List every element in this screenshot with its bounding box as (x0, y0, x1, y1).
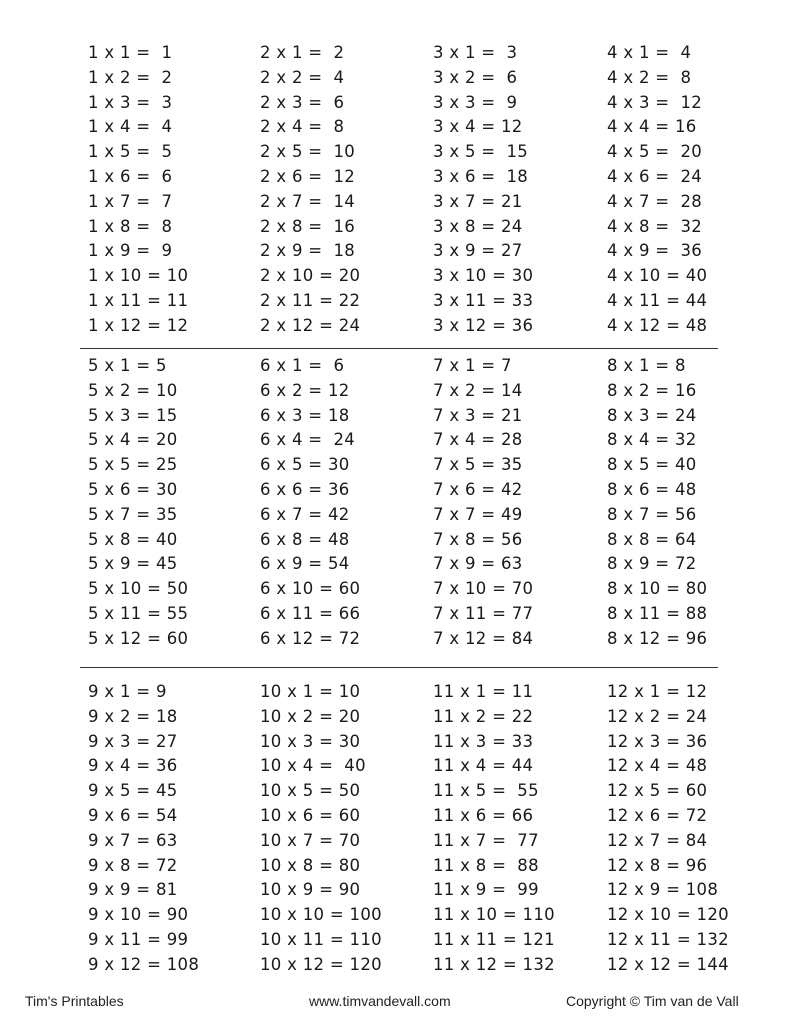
equation-row: 12 x 1 = 12 (607, 682, 708, 701)
equation-row: 5 x 1 = 5 (88, 356, 167, 375)
equation-row: 5 x 7 = 35 (88, 504, 178, 524)
equation-row: 1 x 9 = 9 (88, 241, 173, 261)
equation-row: 1 x 11 = 11 (88, 290, 189, 310)
equation-row: 1 x 6 = 6 (88, 166, 173, 186)
equation-row: 7 x 12 = 84 (433, 628, 534, 648)
equation-row: 12 x 8 = 96 (607, 855, 708, 875)
times-table-column (607, 680, 729, 978)
times-table-column (88, 354, 188, 652)
equation-row: 7 x 4 = 28 (433, 430, 523, 450)
equation-row: 9 x 7 = 63 (88, 830, 178, 850)
equation-row: 5 x 11 = 55 (88, 603, 189, 623)
equation-row: 2 x 11 = 22 (260, 290, 361, 310)
equation-row: 11 x 2 = 22 (433, 706, 534, 726)
equation-row: 8 x 4 = 32 (607, 430, 697, 450)
equation-row: 8 x 12 = 96 (607, 628, 708, 648)
equation-row: 1 x 10 = 10 (88, 266, 189, 286)
equation-row: 6 x 1 = 6 (260, 356, 345, 375)
equation-row: 9 x 10 = 90 (88, 905, 189, 925)
equation-row: 1 x 4 = 4 (88, 117, 173, 137)
equation-row: 7 x 10 = 70 (433, 579, 534, 599)
equation-row: 8 x 5 = 40 (607, 455, 697, 475)
times-table-column (607, 354, 707, 652)
equation-row: 2 x 2 = 4 (260, 67, 345, 87)
equation-row: 12 x 6 = 72 (607, 805, 708, 825)
equation-row: 4 x 8 = 32 (607, 216, 703, 236)
equation-row: 4 x 6 = 24 (607, 166, 703, 186)
equation-row: 3 x 4 = 12 (433, 117, 523, 137)
equation-row: 11 x 4 = 44 (433, 756, 534, 776)
equation-row: 8 x 8 = 64 (607, 529, 697, 549)
equation-row: 7 x 2 = 14 (433, 380, 523, 400)
equation-row: 1 x 8 = 8 (88, 216, 173, 236)
equation-row: 4 x 5 = 20 (607, 142, 703, 162)
equation-row: 7 x 1 = 7 (433, 356, 512, 375)
equation-row: 10 x 8 = 80 (260, 855, 361, 875)
equation-row: 12 x 3 = 36 (607, 731, 708, 751)
equation-row: 3 x 11 = 33 (433, 290, 534, 310)
equation-row: 11 x 11 = 121 (433, 929, 555, 949)
equation-row: 9 x 8 = 72 (88, 855, 178, 875)
equation-row: 6 x 6 = 36 (260, 479, 350, 499)
equation-row: 5 x 10 = 50 (88, 579, 189, 599)
equation-row: 7 x 7 = 49 (433, 504, 523, 524)
equation-row: 3 x 10 = 30 (433, 266, 534, 286)
equation-row: 10 x 5 = 50 (260, 781, 361, 801)
equation-row: 12 x 11 = 132 (607, 929, 729, 949)
equation-row: 7 x 9 = 63 (433, 554, 523, 574)
equation-row: 5 x 3 = 15 (88, 405, 178, 425)
equation-row: 3 x 8 = 24 (433, 216, 523, 236)
equation-row: 10 x 2 = 20 (260, 706, 361, 726)
footer-brand: Tim's Printables (25, 993, 124, 1009)
equation-row: 4 x 4 = 16 (607, 117, 697, 137)
equation-row: 9 x 9 = 81 (88, 880, 178, 900)
times-table-column (607, 41, 707, 339)
footer-copyright: Copyright © Tim van de Vall (566, 993, 739, 1009)
equation-row: 2 x 9 = 18 (260, 241, 356, 261)
times-table-column (433, 680, 555, 978)
equation-row: 3 x 2 = 6 (433, 67, 518, 87)
equation-row: 11 x 1 = 11 (433, 682, 534, 701)
equation-row: 8 x 2 = 16 (607, 380, 697, 400)
equation-row: 12 x 10 = 120 (607, 905, 729, 925)
equation-row: 11 x 3 = 33 (433, 731, 534, 751)
equation-row: 10 x 7 = 70 (260, 830, 361, 850)
equation-row: 6 x 8 = 48 (260, 529, 350, 549)
times-table-column (88, 680, 199, 978)
equation-row: 6 x 9 = 54 (260, 554, 350, 574)
times-table-column (88, 41, 188, 339)
equation-row: 2 x 4 = 8 (260, 117, 345, 137)
equation-row: 4 x 12 = 48 (607, 315, 708, 335)
equation-row: 8 x 11 = 88 (607, 603, 708, 623)
equation-row: 9 x 12 = 108 (88, 954, 200, 974)
equation-row: 8 x 9 = 72 (607, 554, 697, 574)
times-table-column (433, 354, 533, 652)
equation-row: 4 x 3 = 12 (607, 92, 703, 112)
equation-row: 10 x 11 = 110 (260, 929, 382, 949)
equation-row: 11 x 6 = 66 (433, 805, 534, 825)
equation-row: 4 x 1 = 4 (607, 43, 692, 62)
equation-row: 6 x 4 = 24 (260, 430, 356, 450)
equation-row: 10 x 9 = 90 (260, 880, 361, 900)
equation-row: 6 x 7 = 42 (260, 504, 350, 524)
equation-row: 7 x 8 = 56 (433, 529, 523, 549)
equation-row: 12 x 12 = 144 (607, 954, 729, 974)
equation-row: 6 x 3 = 18 (260, 405, 350, 425)
equation-row: 3 x 3 = 9 (433, 92, 518, 112)
equation-row: 3 x 12 = 36 (433, 315, 534, 335)
equation-row: 5 x 5 = 25 (88, 455, 178, 475)
equation-row: 10 x 4 = 40 (260, 756, 366, 776)
equation-row: 6 x 11 = 66 (260, 603, 361, 623)
equation-row: 1 x 3 = 3 (88, 92, 173, 112)
section-divider (80, 348, 718, 349)
equation-row: 1 x 1 = 1 (88, 43, 173, 62)
equation-row: 8 x 6 = 48 (607, 479, 697, 499)
equation-row: 8 x 1 = 8 (607, 356, 686, 375)
equation-row: 11 x 9 = 99 (433, 880, 539, 900)
equation-row: 6 x 12 = 72 (260, 628, 361, 648)
equation-row: 3 x 1 = 3 (433, 43, 518, 62)
equation-row: 10 x 1 = 10 (260, 682, 361, 701)
equation-row: 9 x 2 = 18 (88, 706, 178, 726)
equation-row: 12 x 2 = 24 (607, 706, 708, 726)
equation-row: 2 x 1 = 2 (260, 43, 345, 62)
times-table-column (260, 41, 360, 339)
equation-row: 3 x 6 = 18 (433, 166, 529, 186)
equation-row: 4 x 9 = 36 (607, 241, 703, 261)
times-table-column (260, 354, 360, 652)
equation-row: 10 x 12 = 120 (260, 954, 382, 974)
equation-row: 4 x 7 = 28 (607, 191, 703, 211)
equation-row: 7 x 6 = 42 (433, 479, 523, 499)
equation-row: 5 x 12 = 60 (88, 628, 189, 648)
equation-row: 3 x 9 = 27 (433, 241, 523, 261)
equation-row: 10 x 3 = 30 (260, 731, 361, 751)
equation-row: 11 x 10 = 110 (433, 905, 555, 925)
equation-row: 1 x 5 = 5 (88, 142, 173, 162)
equation-row: 4 x 2 = 8 (607, 67, 692, 87)
equation-row: 9 x 11 = 99 (88, 929, 189, 949)
equation-row: 3 x 5 = 15 (433, 142, 529, 162)
equation-row: 9 x 5 = 45 (88, 781, 178, 801)
equation-row: 12 x 4 = 48 (607, 756, 708, 776)
equation-row: 5 x 9 = 45 (88, 554, 178, 574)
equation-row: 7 x 5 = 35 (433, 455, 523, 475)
equation-row: 5 x 6 = 30 (88, 479, 178, 499)
section-divider (80, 667, 718, 668)
equation-row: 4 x 11 = 44 (607, 290, 708, 310)
times-table-column (260, 680, 382, 978)
equation-row: 10 x 6 = 60 (260, 805, 361, 825)
equation-row: 11 x 8 = 88 (433, 855, 539, 875)
equation-row: 1 x 12 = 12 (88, 315, 189, 335)
equation-row: 5 x 2 = 10 (88, 380, 178, 400)
equation-row: 8 x 10 = 80 (607, 579, 708, 599)
equation-row: 7 x 11 = 77 (433, 603, 534, 623)
equation-row: 2 x 8 = 16 (260, 216, 356, 236)
equation-row: 2 x 12 = 24 (260, 315, 361, 335)
equation-row: 11 x 12 = 132 (433, 954, 555, 974)
equation-row: 3 x 7 = 21 (433, 191, 523, 211)
equation-row: 12 x 5 = 60 (607, 781, 708, 801)
equation-row: 8 x 3 = 24 (607, 405, 697, 425)
equation-row: 7 x 3 = 21 (433, 405, 523, 425)
equation-row: 11 x 5 = 55 (433, 781, 539, 801)
equation-row: 9 x 4 = 36 (88, 756, 178, 776)
equation-row: 1 x 2 = 2 (88, 67, 173, 87)
equation-row: 12 x 7 = 84 (607, 830, 708, 850)
equation-row: 6 x 2 = 12 (260, 380, 350, 400)
equation-row: 6 x 5 = 30 (260, 455, 350, 475)
equation-row: 1 x 7 = 7 (88, 191, 173, 211)
equation-row: 2 x 10 = 20 (260, 266, 361, 286)
equation-row: 2 x 6 = 12 (260, 166, 356, 186)
footer-website-link[interactable]: www.timvandevall.com (309, 993, 451, 1009)
equation-row: 2 x 3 = 6 (260, 92, 345, 112)
times-table-column (433, 41, 533, 339)
equation-row: 9 x 3 = 27 (88, 731, 178, 751)
equation-row: 5 x 8 = 40 (88, 529, 178, 549)
equation-row: 6 x 10 = 60 (260, 579, 361, 599)
equation-row: 9 x 1 = 9 (88, 682, 167, 701)
equation-row: 8 x 7 = 56 (607, 504, 697, 524)
equation-row: 9 x 6 = 54 (88, 805, 178, 825)
equation-row: 4 x 10 = 40 (607, 266, 708, 286)
equation-row: 12 x 9 = 108 (607, 880, 719, 900)
equation-row: 2 x 5 = 10 (260, 142, 356, 162)
equation-row: 10 x 10 = 100 (260, 905, 382, 925)
equation-row: 5 x 4 = 20 (88, 430, 178, 450)
equation-row: 2 x 7 = 14 (260, 191, 356, 211)
equation-row: 11 x 7 = 77 (433, 830, 539, 850)
